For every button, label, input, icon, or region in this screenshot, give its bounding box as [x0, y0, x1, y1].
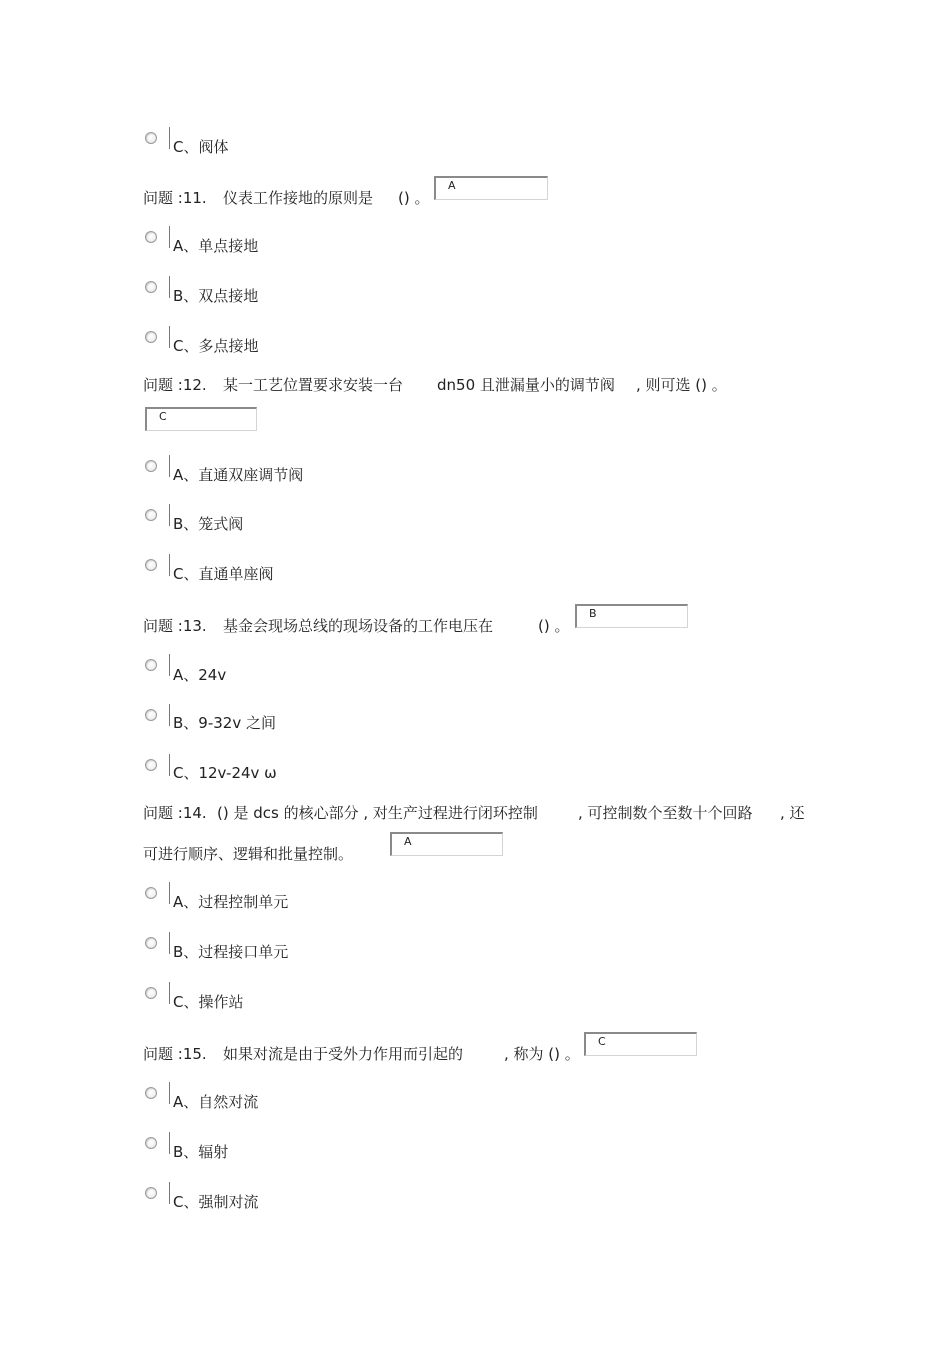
option-label: B、9-32v 之间	[173, 714, 276, 732]
option-label: C、阀体	[173, 138, 229, 156]
radio-button[interactable]	[145, 509, 157, 521]
radio-button[interactable]	[145, 559, 157, 571]
question-tail: , 称为 () 。	[504, 1045, 580, 1063]
option-divider	[169, 554, 170, 576]
option-label: A、自然对流	[173, 1093, 259, 1111]
option-divider	[169, 882, 170, 904]
question-tail: () 。	[398, 189, 430, 207]
option-label: C、强制对流	[173, 1193, 259, 1211]
question-text: 仪表工作接地的原则是	[223, 189, 374, 207]
question-text: 基金会现场总线的现场设备的工作电压在	[223, 617, 494, 635]
option-label: B、辐射	[173, 1143, 229, 1161]
option-divider	[169, 982, 170, 1004]
radio-button[interactable]	[145, 659, 157, 671]
radio-button[interactable]	[145, 231, 157, 243]
option-label: A、过程控制单元	[173, 893, 289, 911]
question-mid: , 可控制数个至数十个回路	[578, 804, 753, 822]
option-divider	[169, 1182, 170, 1204]
question-tail: , 还	[780, 804, 805, 822]
radio-button[interactable]	[145, 1087, 157, 1099]
radio-button[interactable]	[145, 132, 157, 144]
radio-button[interactable]	[145, 759, 157, 771]
option-label: B、过程接口单元	[173, 943, 289, 961]
option-divider	[169, 276, 170, 298]
option-divider	[169, 1132, 170, 1154]
question-tail: () 。	[538, 617, 570, 635]
question-number: 问题 :11.	[143, 189, 207, 207]
radio-button[interactable]	[145, 987, 157, 999]
option-label: A、直通双座调节阀	[173, 466, 304, 484]
radio-button[interactable]	[145, 1187, 157, 1199]
answer-field[interactable]: A	[390, 832, 503, 856]
option-label: A、24v	[173, 666, 227, 684]
radio-button[interactable]	[145, 281, 157, 293]
radio-button[interactable]	[145, 937, 157, 949]
option-label: C、多点接地	[173, 337, 259, 355]
question-tail: , 则可选 () 。	[636, 376, 727, 394]
option-label: C、操作站	[173, 993, 244, 1011]
option-divider	[169, 326, 170, 348]
option-divider	[169, 127, 170, 149]
radio-button[interactable]	[145, 1137, 157, 1149]
question-text-line2: 可进行顺序、逻辑和批量控制。	[143, 845, 354, 863]
question-number: 问题 :13.	[143, 617, 207, 635]
radio-button[interactable]	[145, 709, 157, 721]
answer-field[interactable]: B	[575, 604, 688, 628]
option-divider	[169, 704, 170, 726]
radio-button[interactable]	[145, 331, 157, 343]
question-number: 问题 :14.	[143, 804, 207, 822]
question-text: 如果对流是由于受外力作用而引起的	[223, 1045, 464, 1063]
answer-field[interactable]: A	[434, 176, 548, 200]
radio-button[interactable]	[145, 460, 157, 472]
radio-button[interactable]	[145, 887, 157, 899]
option-divider	[169, 226, 170, 248]
question-number: 问题 :12.	[143, 376, 207, 394]
option-divider	[169, 754, 170, 776]
option-divider	[169, 654, 170, 676]
option-label: B、笼式阀	[173, 515, 244, 533]
question-text: () 是 dcs 的核心部分 , 对生产过程进行闭环控制	[217, 804, 538, 822]
option-divider	[169, 455, 170, 477]
option-divider	[169, 932, 170, 954]
question-mid: dn50 且泄漏量小的调节阀	[437, 376, 615, 394]
option-label: C、直通单座阀	[173, 565, 274, 583]
option-label: C、12v-24v ω	[173, 764, 277, 782]
option-label: A、单点接地	[173, 237, 259, 255]
option-label: B、双点接地	[173, 287, 259, 305]
option-divider	[169, 1082, 170, 1104]
question-text: 某一工艺位置要求安装一台	[223, 376, 404, 394]
question-number: 问题 :15.	[143, 1045, 207, 1063]
answer-field[interactable]: C	[145, 407, 257, 431]
option-divider	[169, 504, 170, 526]
answer-field[interactable]: C	[584, 1032, 697, 1056]
